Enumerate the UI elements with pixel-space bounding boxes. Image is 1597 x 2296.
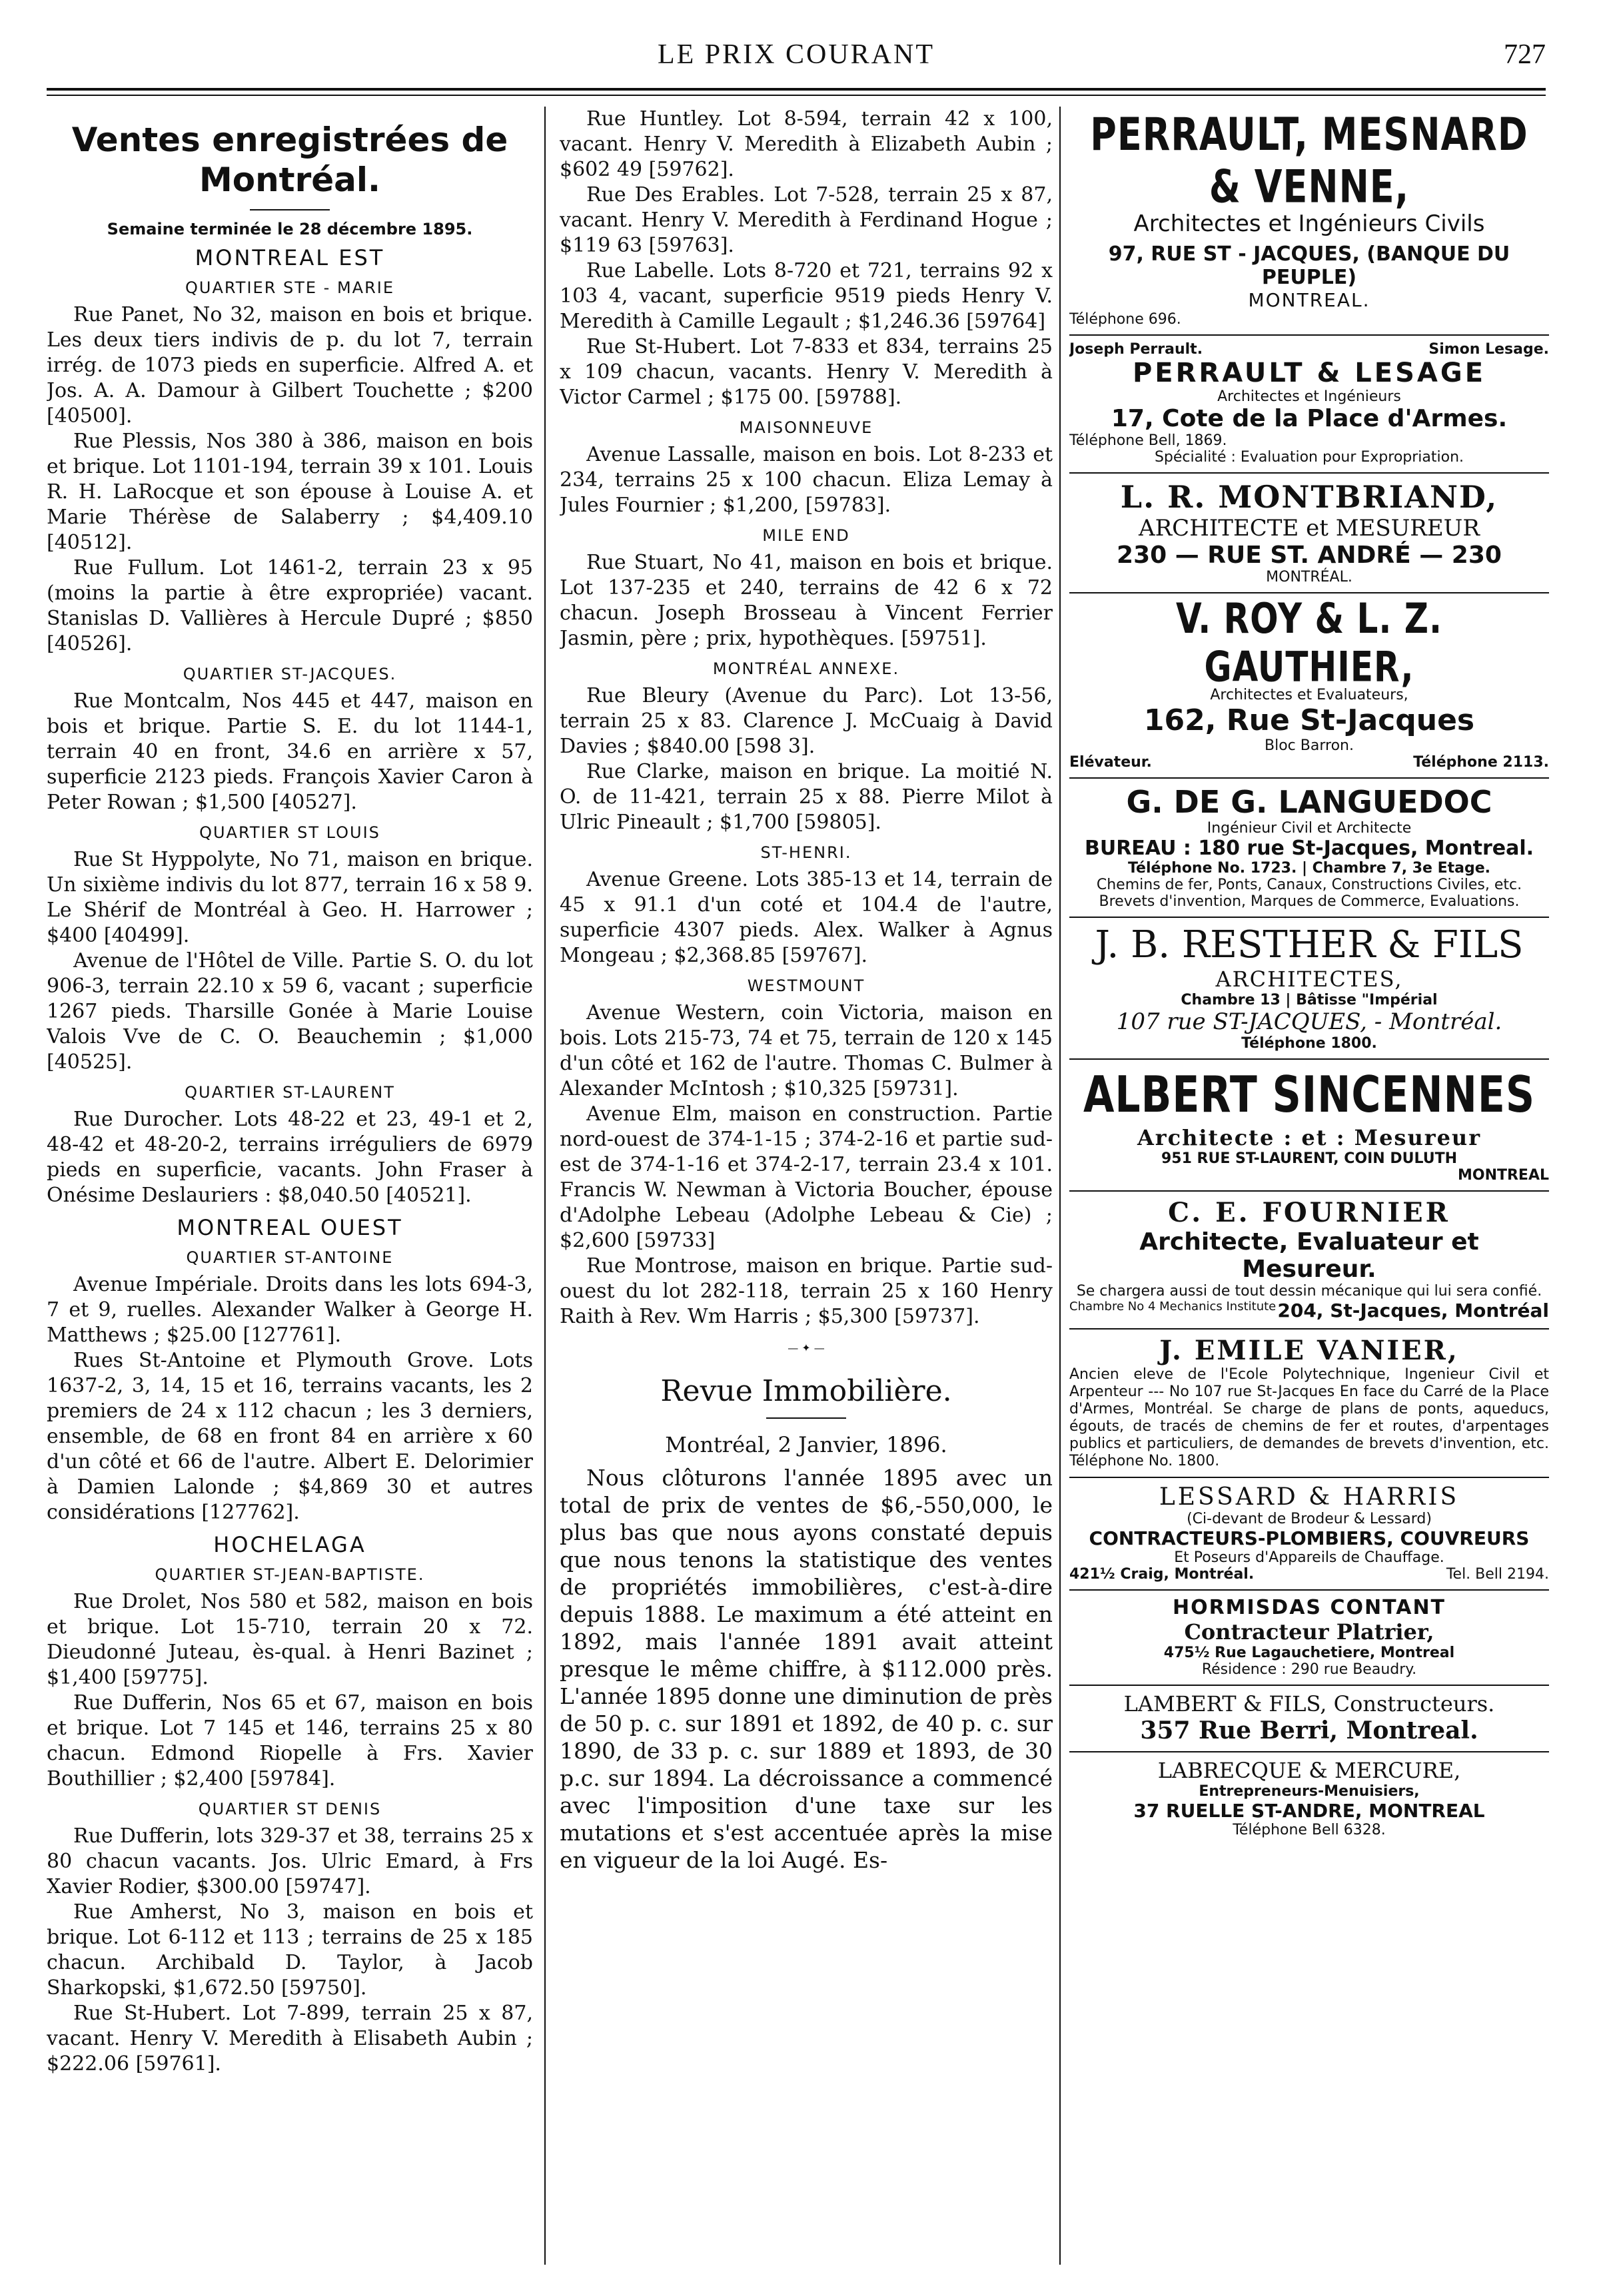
ad-firm-name: PERRAULT, MESNARD & VENNE, (1090, 108, 1528, 213)
ad-phone: Tel. Bell 2194. (1446, 1566, 1549, 1583)
sale-entry: Rue St-Hubert. Lot 7-833 et 834, terrains 25 x 109 chacun, vacants. Henry V. Meredith à Victor Carmel ; $175 00. [59788]. (560, 335, 1053, 409)
ad-lambert (1069, 1686, 1549, 1752)
divider (250, 209, 330, 210)
ad-perrault-mesnard-venne (1069, 107, 1549, 336)
sale-entry: Avenue de l'Hôtel de Ville. Partie S. O. du lot 906-3, terrain 22.10 x 59 6, vacant ; superficie 1267 pieds. Tharsille Gonée à Marie Louise Valois Vve de C. O. Beauchemin ; $1,000 [40525]. (47, 949, 533, 1074)
ad-montbriand (1069, 474, 1549, 593)
ad-line: Ingénieur Civil et Architecte (1207, 820, 1412, 837)
ad-phone: Téléphone 2113. (1413, 754, 1549, 771)
ward-heading: ST-HENRI. (760, 843, 852, 862)
ad-line: Entrepreneurs-Menuisiers, (1199, 1783, 1420, 1800)
sale-entry: Rue Durocher. Lots 48-22 et 23, 49-1 et 2, 48-42 et 48-20-2, terrains irréguliers de 6979 pieds en superficie, vacants. John Fraser à Onésime Deslauriers : $8,040.50 [40521]. (47, 1108, 533, 1207)
ward-heading: MILE END (762, 526, 850, 545)
sale-entry: Rue Des Erables. Lot 7-528, terrain 25 x 87, vacant. Henry V. Meredith à Ferdinand Hogue ; $119 63 [59763]. (560, 183, 1053, 257)
sale-entry: Avenue Lassalle, maison en bois. Lot 8-233 et 234, terrains 25 x 100 chacun. Eliza Lemay à Jules Fournier ; $1,200, [59783]. (560, 443, 1053, 517)
ad-line: Architecte : et : Mesureur (1137, 1125, 1482, 1150)
ad-line: (Ci-devant de Brodeur & Lessard) (1187, 1511, 1432, 1527)
sale-entry: Avenue Elm, maison en construction. Partie nord-ouest de 374-1-15 ; 374-2-16 et partie sud-est de 374-1-16 et 374-2-17, terrain 23.4 x 101. Francis W. Newman à Victoria Boucher, épouse d'Adolphe Lebeau (Adolphe Lebeau & Cie) ; $2,600 [59733] (560, 1102, 1053, 1252)
ad-city: MONTREAL. (1248, 289, 1370, 311)
ad-line: Architectes et Evaluateurs, (1210, 687, 1408, 703)
ad-city: MONTRÉAL. (1266, 569, 1352, 585)
ad-firm-name: ALBERT SINCENNES (1083, 1066, 1536, 1124)
week-note: Semaine terminée le 28 décembre 1895. (107, 220, 473, 238)
ad-sincennes (1069, 1060, 1549, 1192)
ad-address: 230 — RUE ST. ANDRÉ — 230 (1117, 542, 1502, 569)
ad-line: Bloc Barron. (1265, 737, 1354, 754)
ad-firm-name: PERRAULT & LESAGE (1132, 358, 1486, 388)
ad-firm-name: HORMISDAS CONTANT (1172, 1596, 1446, 1619)
sale-entry: Rue Stuart, No 41, maison en bois et brique. Lot 137-235 et 240, terrains de 42 6 x 72 chacun. Joseph Brosseau à Vincent Ferrier Jasmin, père ; prix, hypothèques. [59751]. (560, 551, 1053, 650)
article-title: Revue Immobilière. (660, 1374, 952, 1408)
ward-heading: QUARTIER ST-ANTOINE (186, 1248, 394, 1267)
ad-address: BUREAU : 180 rue St-Jacques, Montreal. (1084, 837, 1534, 860)
ad-line: ARCHITECTES, (1215, 966, 1403, 992)
ad-address: 204, St-Jacques, Montréal (1277, 1300, 1549, 1322)
sale-entry: Rue Fullum. Lot 1461-2, terrain 23 x 95 (moins la partie à être expropriée) vacant. Stanislas D. Vallières à Hercule Dupré ; $850 [40526]. (47, 556, 533, 655)
ad-line: Chambre 13 | Bâtisse "Impérial (1181, 992, 1438, 1008)
ad-fournier (1069, 1192, 1549, 1330)
ad-vanier (1069, 1330, 1549, 1478)
sale-entry: Rue St-Hubert. Lot 7-899, terrain 25 x 87, vacant. Henry V. Meredith à Elisabeth Aubin ; $222.06 [59761]. (47, 2002, 533, 2076)
sale-entry: Rue Dufferin, lots 329-37 et 38, terrains 25 x 80 chacun vacants. Jos. Ulric Emard, à Frs Xavier Rodier, $300.00 [59747]. (47, 1824, 533, 1898)
ad-address: 107 rue ST-JACQUES, - Montréal. (1116, 1008, 1502, 1035)
district-heading: MONTREAL EST (195, 245, 385, 270)
ad-address: 475½ Rue Lagauchetiere, Montreal (1163, 1645, 1455, 1661)
column-left (47, 107, 533, 2271)
ad-line: Résidence : 290 rue Beaudry. (1201, 1661, 1417, 1678)
ad-line: Contracteur Platrier, (1184, 1619, 1434, 1645)
partner-name: Joseph Perrault. (1069, 341, 1203, 358)
ward-heading: MONTRÉAL ANNEXE. (712, 659, 900, 678)
ad-line: ARCHITECTE et MESUREUR (1139, 515, 1480, 542)
ad-labrecque-mercure (1069, 1752, 1549, 1845)
ad-line: Architectes et Ingénieurs Civils (1133, 210, 1485, 237)
sale-entry: Rue Montrose, maison en brique. Partie sud-ouest du lot 282-118, terrain 25 x 160 Henry Raith à Rev. Wm Harris ; $5,300 [59737]. (560, 1254, 1053, 1328)
column-ads (1069, 107, 1549, 2271)
sale-entry: Rue Labelle. Lots 8-720 et 721, terrains 92 x 103 4, vacant, superficie 9519 pieds Henry V. Meredith à Camille Legault ; $1,246.36 [59764] (560, 259, 1053, 333)
ad-address: 97, RUE ST - JACQUES, (BANQUE DU PEUPLE) (1108, 242, 1510, 289)
ad-address: 37 RUELLE ST-ANDRE, MONTREAL (1133, 1800, 1485, 1822)
sale-entry: Rue Dufferin, Nos 65 et 67, maison en bois et brique. Lot 7 145 et 146, terrains 25 x 80 chacun. Edmond Riopelle à Frs. Xavier Bouthillier ; $2,400 [59784]. (47, 1691, 533, 1790)
ad-phone: Téléphone 1800. (1241, 1035, 1377, 1052)
ad-line: Architectes et Ingénieurs (1217, 388, 1401, 405)
ad-resther (1069, 918, 1549, 1060)
sale-entry: Avenue Greene. Lots 385-13 et 14, terrain de 45 x 91.1 d'un coté et 104.4 de l'autre, superficie 4307 pieds. Alex. Walker à Agnus Mongeau ; $2,368.85 [59767]. (560, 868, 1053, 967)
sale-entry: Rue Huntley. Lot 8-594, terrain 42 x 100, vacant. Henry V. Meredith à Elizabeth Aubin ; $602 49 [59762]. (560, 107, 1053, 181)
ad-phone: Téléphone No. 1723. | Chambre 7, 3e Etage. (1127, 860, 1491, 877)
ad-line: Architecte, Evaluateur et Mesureur. (1139, 1228, 1479, 1283)
sale-entry: Rue Drolet, Nos 580 et 582, maison en bois et brique. Lot 15-710, terrain 20 x 72. Dieudonné Juteau, ès-qual. à Henri Bazinet ; $1,400 [59775]. (47, 1590, 533, 1689)
sale-entry: Rue Bleury (Avenue du Parc). Lot 13-56, terrain 25 x 83. Clarence J. McCuaig à David Davies ; $840.00 [598 3]. (560, 684, 1053, 758)
ad-firm-name: G. DE G. LANGUEDOC (1126, 784, 1492, 820)
ward-heading: QUARTIER ST-LAURENT (185, 1083, 395, 1102)
ad-note: Elévateur. (1069, 754, 1152, 771)
sale-entry: Rue Amherst, No 3, maison en bois et brique. Lot 6-112 et 113 ; terrains de 25 x 185 chacun. Archibald D. Taylor, à Jacob Sharkopski, $1,672.50 [59750]. (47, 1900, 533, 2000)
sale-entry: Rue Panet, No 32, maison en bois et brique. Les deux tiers indivis de p. du lot 7, terrain irrég. de 1073 pieds en superficie. Alfred A. et Jos. A. A. Damour à Gilbert Touchette ; $200 [40500]. (47, 303, 533, 428)
header-rule (47, 88, 1546, 91)
ad-phone: Téléphone Bell, 1869. (1069, 432, 1227, 449)
district-heading: MONTREAL OUEST (177, 1215, 403, 1240)
ad-line: Spécialité : Evaluation pour Expropriation. (1154, 449, 1464, 466)
sale-entry: Rue St Hyppolyte, No 71, maison en brique. Un sixième indivis du lot 877, terrain 16 x 58 9. Le Shérif de Montréal à Geo. H. Harrower ; $400 [40499]. (47, 848, 533, 947)
ward-heading: QUARTIER STE - MARIE (185, 278, 395, 297)
ad-address: 421½ Craig, Montréal. (1069, 1566, 1255, 1583)
column-divider (544, 107, 546, 2265)
ward-heading: QUARTIER ST DENIS (198, 1800, 382, 1818)
journal-title: LE PRIX COURANT (657, 39, 935, 70)
ward-heading: QUARTIER ST-JEAN-BAPTISTE. (155, 1565, 425, 1584)
ward-heading: MAISONNEUVE (739, 418, 873, 437)
ad-lessard-harris (1069, 1478, 1549, 1591)
ad-line: Se chargera aussi de tout dessin mécanique qui lui sera confié. (1076, 1283, 1542, 1300)
ad-line: CONTRACTEURS-PLOMBIERS, COUVREURS (1089, 1527, 1530, 1549)
ad-line: Ancien eleve de l'Ecole Polytechnique, Ingenieur Civil et Arpenteur --- No 107 rue St-Jacques En face du Carré de la Place d'Armes, Montréal. Se charge de plans de ponts, aqueducs, égouts, de tracés de chemins de fer et routes, d'arpentages publics et particuliers, de demandes de brevets d'invention, etc. Téléphone No. 1800. (1069, 1366, 1549, 1469)
ad-phone: Téléphone 696. (1069, 311, 1181, 328)
ad-firm-name: J. B. RESTHER & FILS (1095, 923, 1524, 966)
ad-address: 162, Rue St-Jacques (1143, 703, 1475, 737)
sale-entry: Rues St-Antoine et Plymouth Grove. Lots 1637-2, 3, 14, 15 et 16, terrains vacants, les 2 premiers de 24 x 112 chacun ; les 3 derniers, ensemble, de 68 en front 84 en arrière x 60 d'un côté et 66 de l'autre. Albert E. Delorimier à Damien Lalonde ; $4,869 30 et autres considérations [127762]. (47, 1349, 533, 1524)
ad-firm-name: V. ROY & L. Z. GAUTHIER, (1175, 594, 1442, 691)
ad-perrault-lesage (1069, 336, 1549, 474)
ad-firm-name: C. E. FOURNIER (1168, 1197, 1450, 1228)
divider (766, 1417, 846, 1419)
ad-address: 357 Rue Berri, Montreal. (1140, 1717, 1478, 1744)
sale-entry: Rue Clarke, maison en brique. La moitié N. O. de 11-421, terrain 25 x 88. Pierre Milot à Ulric Pineault ; $1,700 [59805]. (560, 760, 1053, 834)
column-divider (1059, 107, 1061, 2265)
article-body: Nous clôturons l'année 1895 avec un total de prix de ventes de $6,-550,000, le plus bas que nous ayons constaté depuis que nous tenons la statistique des ventes de propriétés immobilières, c'est-à-dire depuis 1888. Le maximum a été atteint en 1892, mais l'année 1891 avait atteint presque le même chiffre, à $112.000 près. L'année 1895 donne une diminution de près de 50 p. c. sur 1891 et 1892, de 40 p. c. sur 1890, de 33 p. c. sur 1889 et 1893, de 30 p.c. sur 1894. La décroissance a commencé avec l'imposition d'une taxe sur les mutations et s'est accentuée après la mise en vigueur de la loi Augé. Es- (560, 1465, 1053, 1873)
ward-heading: QUARTIER ST-JACQUES. (183, 665, 397, 683)
ad-city: MONTREAL (1457, 1167, 1549, 1184)
sale-entry: Avenue Impériale. Droits dans les lots 694-3, 7 et 9, ruelles. Alexander Walker à George H. Matthews ; $25.00 [127761]. (47, 1273, 533, 1347)
ad-firm-name: L. R. MONTBRIAND, (1120, 479, 1498, 515)
sale-entry: Rue Montcalm, Nos 445 et 447, maison en bois et brique. Partie S. E. du lot 1144-1, terrain 40 en front, 34.6 en arrière x 57, superficie 2123 pieds. François Xavier Caron à Peter Rowan ; $1,500 [40527]. (47, 689, 533, 814)
ornament-divider: — ✦ — (788, 1341, 825, 1354)
district-heading: HOCHELAGA (213, 1532, 366, 1557)
ad-firm-name: LESSARD & HARRIS (1159, 1483, 1460, 1511)
ward-heading: WESTMOUNT (747, 976, 865, 995)
ad-contant (1069, 1591, 1549, 1686)
ad-languedoc (1069, 779, 1549, 918)
article-dateline: Montréal, 2 Janvier, 1896. (665, 1432, 947, 1457)
ad-address: 17, Cote de la Place d'Armes. (1111, 405, 1508, 432)
ad-phone: Téléphone Bell 6328. (1233, 1822, 1386, 1838)
ad-note: Chambre No 4 Mechanics Institute (1069, 1300, 1277, 1314)
page-header (47, 27, 1546, 80)
ward-heading: QUARTIER ST LOUIS (199, 823, 380, 842)
sale-entry: Avenue Western, coin Victoria, maison en bois. Lots 215-73, 74 et 75, terrain de 120 x 145 d'un côté et 162 de l'autre. Thomas C. Bulmer à Alexander McIntosh ; $10,325 [59731]. (560, 1001, 1053, 1100)
ad-line: Chemins de fer, Ponts, Canaux, Constructions Civiles, etc. Brevets d'invention, Marques de Commerce, Evaluations. (1096, 877, 1522, 910)
ad-firm-name: LABRECQUE & MERCURE, (1157, 1758, 1461, 1783)
sale-entry: Rue Plessis, Nos 380 à 386, maison en bois et brique. Lot 1101-194, terrain 39 x 101. Louis R. H. LaRocque et son épouse à Louise A. et Marie Thérèse de Salaberry ; $4,409.10 [40512]. (47, 430, 533, 554)
header-rule-thin (47, 95, 1546, 96)
ad-firm-name: J. EMILE VANIER, (1159, 1335, 1459, 1366)
ad-firm-name: LAMBERT & FILS, Constructeurs. (1123, 1691, 1495, 1717)
column-middle (560, 107, 1053, 2271)
ad-roy-gauthier (1069, 593, 1549, 779)
ad-address: 951 RUE ST-LAURENT, COIN DULUTH (1161, 1150, 1458, 1167)
section-title: Ventes enregistrées de Montréal. (71, 121, 508, 199)
page-number: 727 (1504, 39, 1546, 70)
partner-name: Simon Lesage. (1428, 341, 1549, 358)
ad-line: Et Poseurs d'Appareils de Chauffage. (1174, 1549, 1444, 1566)
